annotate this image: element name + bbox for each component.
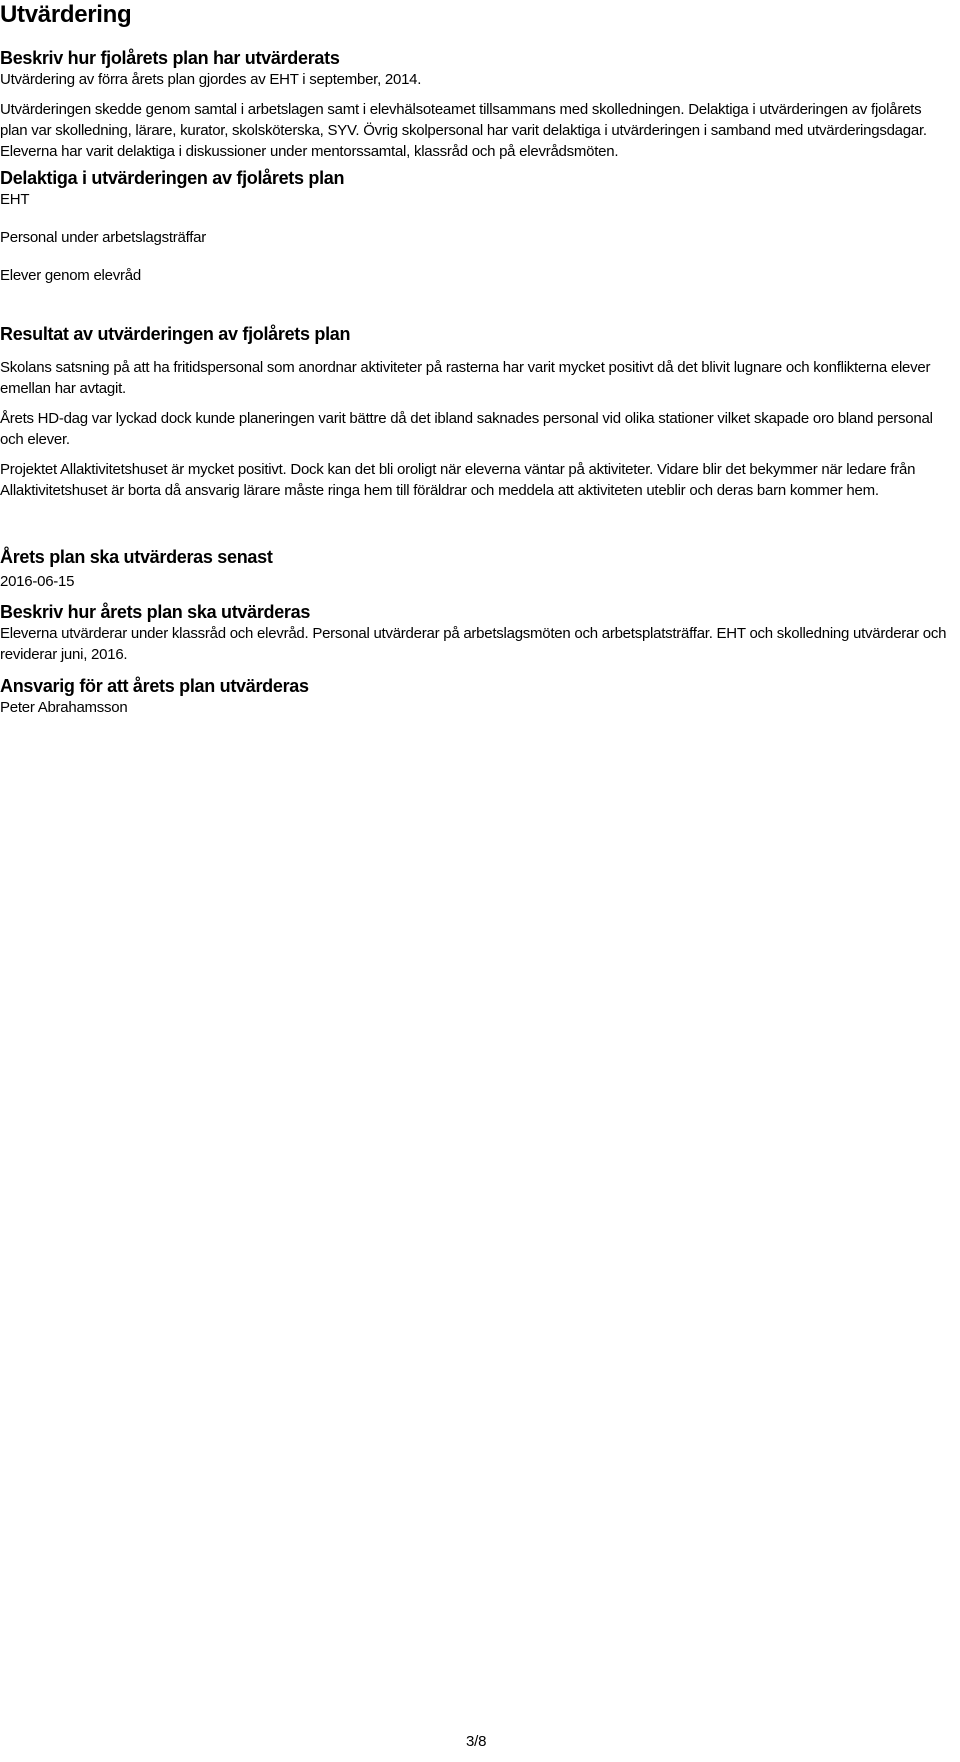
section-heading-describe-last-year: Beskriv hur fjolårets plan har utvärderats: [0, 48, 340, 68]
section-heading-results: Resultat av utvärderingen av fjolårets plan: [0, 324, 351, 344]
evaluation-description-paragraph: Utvärderingen skedde genom samtal i arbetslagen samt i elevhälsoteamet tillsammans med skolledningen. Delaktiga i utvärderingen av fjolårets plan var skolledning, lärare, kurator, skolsköterska, SYV. Övrig skolpersonal har varit delaktiga i utvärderingen i samband med utvärderingsdagar. Eleverna har varit delaktiga i diskussioner under mentorssamtal, klassråd och på elevrådsmöten.: [0, 101, 927, 160]
responsible-person-name: Peter Abrahamsson: [0, 699, 128, 716]
spacer: [0, 90, 952, 99]
spacer: [0, 399, 952, 408]
participant-item: Elever genom elevråd: [0, 267, 141, 284]
page-number: 3/8: [466, 1733, 487, 1750]
evaluation-date-line: Utvärdering av förra årets plan gjordes av EHT i september, 2014.: [0, 71, 422, 88]
results-paragraph: Årets HD-dag var lyckad dock kunde planeringen varit bättre då det ibland saknades personal vid olika stationer vilket skapade oro bland personal och elever.: [0, 410, 933, 448]
section-heading-describe-this-year: Beskriv hur årets plan ska utvärderas: [0, 602, 311, 622]
participant-item: Personal under arbetslagsträffar: [0, 229, 207, 246]
results-paragraph: Skolans satsning på att ha fritidspersonal som anordnar aktiviteter på rasterna har varit mycket positivt då det blivit lugnare och konflikterna elever emellan har avtagit.: [0, 359, 931, 397]
section-heading-evaluate-by: Årets plan ska utvärderas senast: [0, 547, 273, 567]
participant-item: EHT: [0, 191, 30, 208]
page-title: Utvärdering: [0, 1, 132, 28]
evaluation-deadline-date: 2016-06-15: [0, 573, 75, 590]
evaluation-method-paragraph: Eleverna utvärderar under klassråd och elevråd. Personal utvärderar på arbetslagsmöten och arbetsplatsträffar. EHT och skolledning utvärderar och reviderar juni, 2016.: [0, 625, 947, 663]
document-content: [0, 0, 952, 718]
section-heading-participants: Delaktiga i utvärderingen av fjolårets plan: [0, 168, 345, 188]
section-heading-responsible: Ansvarig för att årets plan utvärderas: [0, 676, 309, 696]
results-paragraph: Projektet Allaktivitetshuset är mycket positivt. Dock kan det bli oroligt när eleverna väntar på aktiviteter. Vidare blir det bekymmer när ledare från Allaktivitetshuset är borta då ansvarig lärare måste ringa hem till föräldrar och meddela att aktiviteten uteblir och deras barn kommer hem.: [0, 461, 916, 499]
spacer: [0, 450, 952, 459]
